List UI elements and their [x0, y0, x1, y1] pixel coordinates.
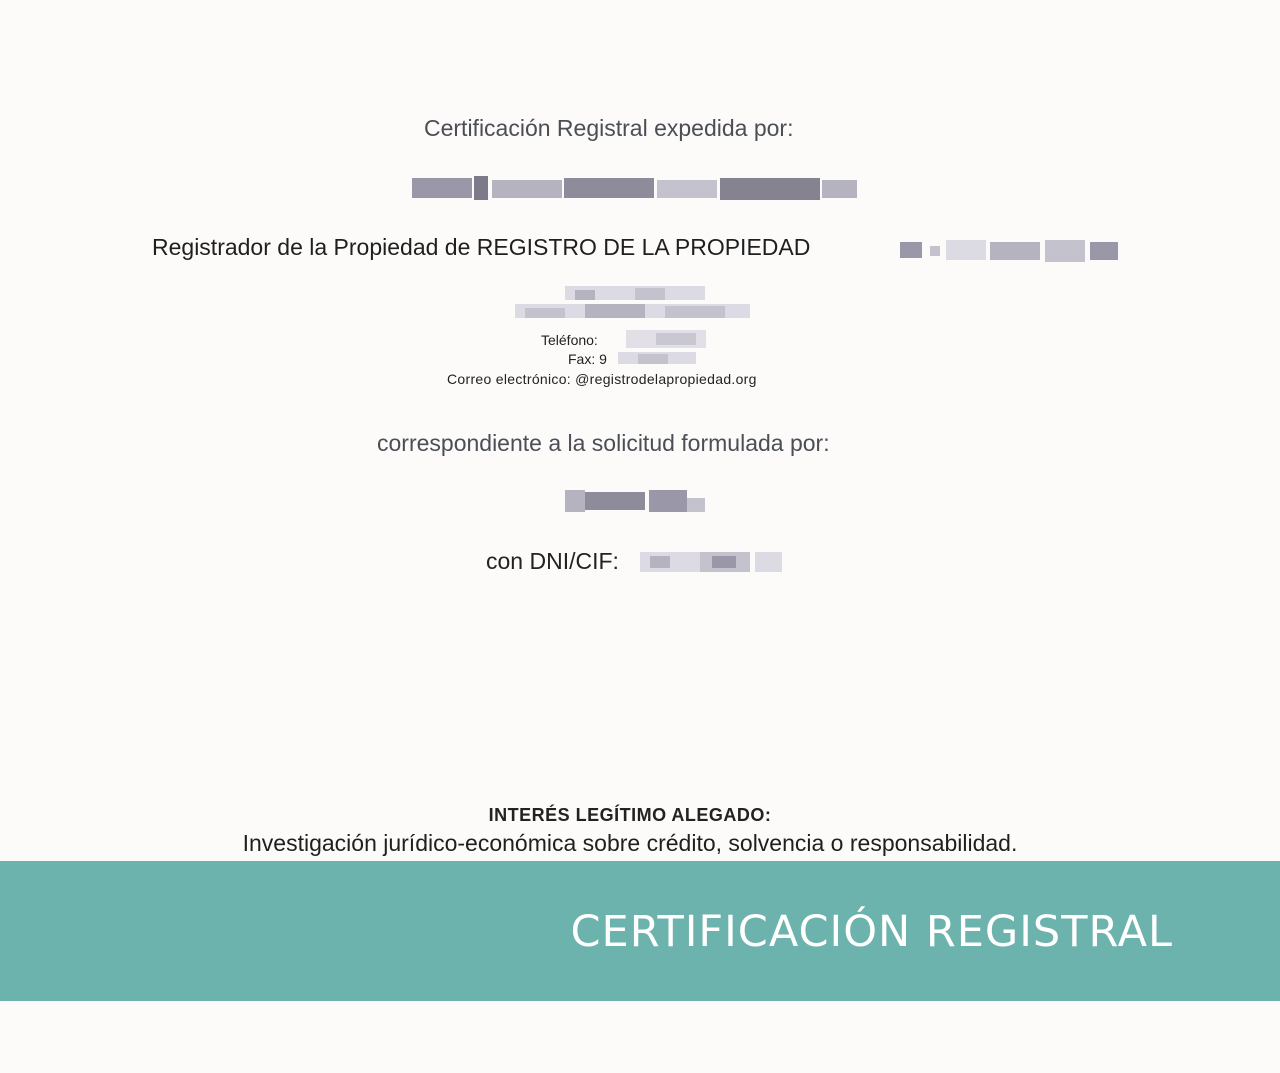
registrar-label: Registrador de la Propiedad de REGISTRO DE LA PROPIEDAD — [152, 234, 811, 260]
redacted-registry-location — [900, 238, 1118, 264]
title-banner — [0, 861, 1280, 1001]
redacted-requester-name — [565, 488, 705, 514]
redacted-dni-number — [640, 548, 782, 574]
bottom-margin — [0, 1001, 1280, 1073]
banner-title: CERTIFICACIÓN REGISTRAL — [570, 907, 1173, 957]
fax-label: Fax: 9 — [568, 351, 607, 367]
redacted-address — [515, 286, 750, 336]
requested-by-label: correspondiente a la solicitud formulada por: — [377, 430, 830, 456]
dni-label: con DNI/CIF: — [486, 548, 619, 574]
legitimate-interest-title: INTERÉS LEGÍTIMO ALEGADO: — [488, 805, 772, 825]
issued-by-label: Certificación Registral expedida por: — [424, 115, 794, 141]
phone-label: Teléfono: — [541, 332, 598, 348]
redacted-registrar-name — [412, 176, 857, 202]
email-label: Correo electrónico: @registrodelapropiedad.org — [447, 371, 757, 387]
legitimate-interest-text: Investigación jurídico-económica sobre crédito, solvencia o responsabilidad. — [242, 830, 1018, 856]
redacted-fax-number — [618, 350, 696, 366]
redacted-phone-number — [626, 330, 706, 348]
